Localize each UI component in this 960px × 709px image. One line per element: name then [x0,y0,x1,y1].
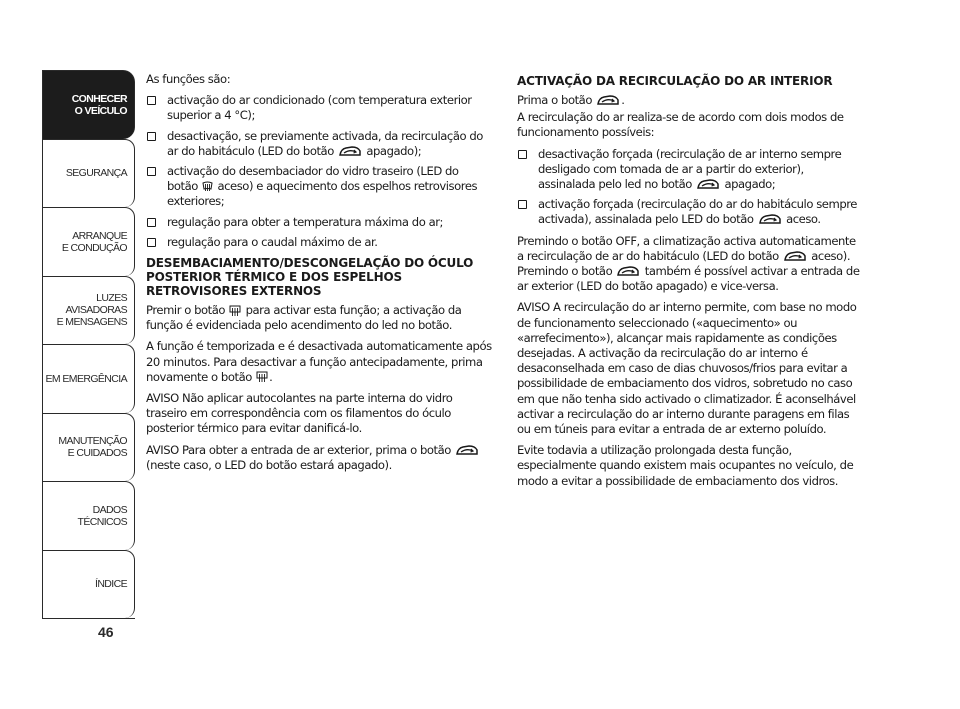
list-item [146,215,492,230]
section-heading-defrost: DESEMBACIAMENTO/DESCONGELAÇÃO DO ÓCULO POSTERIOR TÉRMICO E DOS ESPELHOS RETROVISORES EXTERNOS [146,256,474,299]
tab-luzes-avisadoras[interactable]: LUZES AVISADORAS E MENSAGENS [43,276,135,345]
list-item-text: desactivação forçada (recirculação de ar interno sempre desligado com tomada de ar a partir do exterior), assinalada pelo led no botão [538,146,842,192]
tab-em-emergencia[interactable]: EM EMERGÊNCIA [43,344,135,413]
list-item-text: activação forçada (recirculação do ar do habitáculo sempre activada), assinalada pelo LED do botão [538,197,857,227]
paragraph-text: . [621,93,625,107]
paragraph-text: A função é temporizada e é desactivada automaticamente após 20 minutos. Para desactivar a função antecipadamente, prima novamente o botão [146,339,492,384]
intro-text: As funções são: [146,72,231,86]
modes-list [517,147,863,228]
paragraph [517,93,863,108]
list-item-text: activação do ar condicionado (com temperatura exterior superior a 4 °C); [167,93,472,123]
functions-list [146,93,492,250]
paragraph-text: aceso). Premindo o botão [517,248,851,279]
list-item-text: desactivação, se previamente activada, da recirculação do ar do habitáculo (LED do botão [167,128,483,158]
paragraph-text: . [269,369,273,384]
list-item [146,164,492,210]
paragraph-text: também é possível activar a entrada de ar exterior (LED do botão apagado) e vice-versa. [517,264,860,294]
car-recirculation-icon [338,145,362,158]
tab-indice[interactable]: ÍNDICE [43,550,135,619]
list-item [517,147,863,193]
list-item [146,93,492,123]
tab-manutencao-e-cuidados[interactable]: MANUTENÇÃO E CUIDADOS [43,413,135,482]
list-item-text: regulação para obter a temperatura máxima do ar; [167,214,443,229]
paragraph-text: Prima o botão [517,93,592,107]
warning-paragraph: AVISO A recirculação do ar interno permite, com base no modo de funcionamento seleccionado («aquecimento» ou «arrefecimento»), alcançar mais rapidamente as condições desejadas. A activação da recirculação do ar interno é desaconselhada em caso de dias chuvosos/frios para evitar a possibilidade de embaciamento dos vidros, sobretudo no caso em que não tenha sido activado o climatizador. É aconselhável activar a recirculação do ar interno durante paragens em filas ou em túneis para evitar a entrada de ar externo poluído. [517,300,857,437]
list-item-text: activação do desembaciador do vidro traseiro (LED do botão [167,164,459,194]
list-item [517,197,863,227]
left-column [146,72,492,479]
chapter-tabs [42,70,135,619]
car-recirculation-icon [696,178,720,191]
list-item-text: apagado; [724,177,776,192]
rear-window-defrost-icon [256,371,268,383]
car-recirculation-icon [596,94,620,107]
paragraph-text: AVISO Para obter a entrada de ar exterior, prima o botão [146,442,451,457]
paragraph-text: (neste caso, o LED do botão estará apagado). [146,457,392,472]
paragraph-text: Premir o botão [146,303,226,318]
paragraph [146,339,492,385]
rear-window-defrost-icon [229,305,241,317]
paragraph [517,234,863,295]
paragraph: Evite todavia a utilização prolongada desta função, especialmente quando existem mais ocupantes no veículo, de modo a evitar a possibilidade de embaciamento dos vidros. [517,443,854,488]
tab-arranque-e-conducao[interactable]: ARRANQUE E CONDUÇÃO [43,207,135,276]
list-item [146,129,492,159]
list-item [146,235,492,250]
paragraph-text: Premindo o botão OFF, a climatização activa automaticamente a recirculação de ar do habitáculo (LED do botão [517,233,856,263]
tab-dados-tecnicos[interactable]: DADOS TÉCNICOS [43,481,135,550]
warning-paragraph: AVISO Não aplicar autocolantes na parte interna do vidro traseiro em correspondência com os filamentos do óculo posterior térmico para evitar danificá-lo. [146,391,453,436]
list-item-text: apagado); [366,143,422,158]
tab-conhecer-o-veiculo[interactable]: CONHECER O VEÍCULO [43,70,135,139]
car-recirculation-icon [758,213,782,226]
warning-paragraph [146,443,492,473]
paragraph: A recirculação do ar realiza-se de acordo com dois modos de funcionamento possíveis: [517,110,844,140]
section-heading-recirculation: ACTIVAÇÃO DA RECIRCULAÇÃO DO AR INTERIOR [517,74,833,88]
list-item-text: regulação para o caudal máximo de ar. [167,234,378,249]
paragraph-text: para activar esta função; a activação da função é evidenciada pelo acendimento do led no botão. [146,303,462,333]
page-number: 46 [98,624,114,640]
list-item-text: aceso. [786,212,821,227]
rear-window-defrost-icon [202,181,213,192]
car-recirculation-icon [455,444,479,457]
paragraph [146,303,492,333]
car-recirculation-icon [783,250,807,263]
right-column [517,72,863,495]
tab-seguranca[interactable]: SEGURANÇA [43,139,135,208]
list-item-text: aceso) e aquecimento dos espelhos retrovisores exteriores; [167,179,478,209]
car-recirculation-icon [616,265,640,278]
